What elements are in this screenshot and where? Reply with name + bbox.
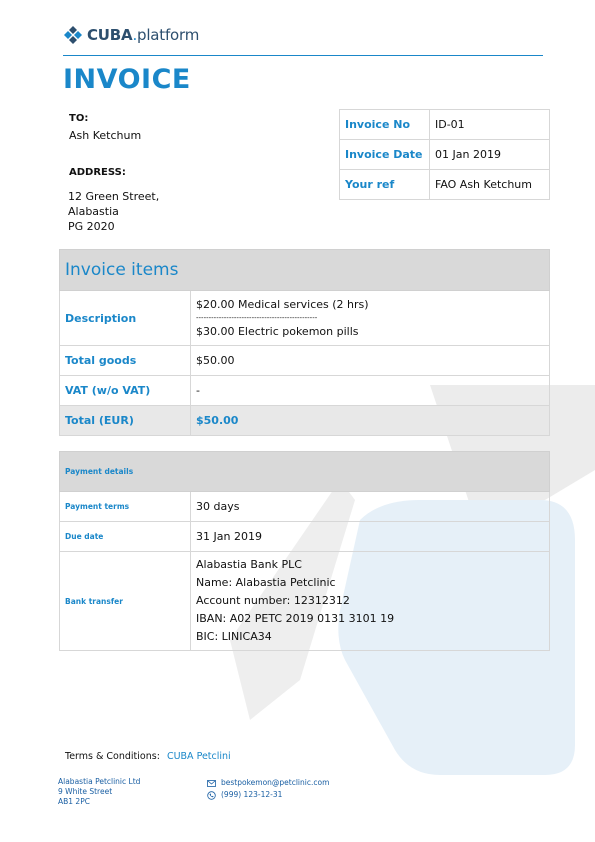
vat-value: - [191, 376, 550, 406]
total-goods-value: $50.00 [191, 346, 550, 376]
payment-header-row [60, 452, 550, 492]
terms-label: Terms & Conditions: [65, 751, 160, 762]
address-line: 12 Green Street, [68, 190, 160, 203]
footer-address [58, 777, 140, 807]
document-title: INVOICE [63, 64, 191, 95]
total-value: $50.00 [191, 406, 550, 436]
description-separator: ------------------------------------------------ [196, 314, 318, 322]
footer-email[interactable]: bestpokemon@petclinic.com [221, 778, 330, 787]
meta-value: FAO Ash Ketchum [430, 170, 550, 200]
meta-label: Your ref [340, 170, 430, 200]
due-date-label: Due date [60, 522, 191, 552]
address-line: Alabastia [68, 205, 119, 218]
terms-and-conditions [65, 751, 231, 762]
address-block [68, 189, 159, 234]
total-label: Total (EUR) [60, 406, 191, 436]
phone-icon [207, 791, 216, 800]
vat-label: VAT (w/o VAT) [60, 376, 191, 406]
meta-row-your-ref [340, 170, 550, 200]
terms-company: CUBA Petclini [166, 751, 231, 762]
address-label: ADDRESS: [69, 167, 126, 178]
footer-phone[interactable]: (999) 123-12-31 [221, 790, 283, 799]
address-line: PG 2020 [68, 220, 115, 233]
items-row-description [60, 291, 550, 346]
invoice-meta-table [339, 109, 550, 200]
meta-value: 01 Jan 2019 [430, 140, 550, 170]
bank-line: Account number: 12312312 [196, 594, 350, 607]
footer-address-line: Alabastia Petclinic Ltd [58, 777, 141, 786]
bank-transfer-label: Bank transfer [60, 552, 191, 651]
payment-row-bank [60, 552, 550, 651]
payment-terms-label: Payment terms [60, 492, 191, 522]
cuba-logo-icon [63, 25, 83, 45]
bank-line: IBAN: A02 PETC 2019 0131 3101 19 [196, 612, 395, 625]
envelope-icon [207, 780, 216, 787]
description-line: $20.00 Medical services (2 hrs) [196, 298, 369, 311]
payment-row-terms [60, 492, 550, 522]
recipient-name: Ash Ketchum [69, 129, 142, 142]
invoice-items-table [59, 249, 550, 436]
brand-name: CUBA.platform [87, 26, 200, 44]
payment-row-due-date [60, 522, 550, 552]
meta-label: Invoice Date [340, 140, 430, 170]
bank-line: Name: Alabastia Petclinic [196, 576, 336, 589]
bank-line: Alabastia Bank PLC [196, 558, 302, 571]
meta-row-invoice-no [340, 110, 550, 140]
bank-line: BIC: LINICA34 [196, 630, 272, 643]
footer-email-row [207, 777, 329, 789]
total-goods-label: Total goods [60, 346, 191, 376]
footer-contact [207, 777, 329, 801]
due-date-value: 31 Jan 2019 [191, 522, 550, 552]
meta-row-invoice-date [340, 140, 550, 170]
items-row-vat [60, 376, 550, 406]
header-divider [63, 55, 543, 56]
meta-label: Invoice No [340, 110, 430, 140]
items-heading: Invoice items [60, 250, 550, 291]
description-value [191, 291, 550, 346]
description-line: $30.00 Electric pokemon pills [196, 325, 359, 338]
meta-value: ID-01 [430, 110, 550, 140]
to-label: TO: [69, 113, 89, 124]
bank-transfer-value [191, 552, 550, 651]
items-header-row [60, 250, 550, 291]
description-label: Description [60, 291, 191, 346]
payment-terms-value: 30 days [191, 492, 550, 522]
brand-logo [63, 24, 199, 46]
payment-details-table [59, 451, 550, 651]
footer-address-line: 9 White Street [58, 787, 113, 796]
items-row-total-goods [60, 346, 550, 376]
items-row-total [60, 406, 550, 436]
payment-heading: Payment details [60, 452, 550, 492]
footer-phone-row [207, 789, 329, 801]
footer-address-line: AB1 2PC [58, 797, 90, 806]
